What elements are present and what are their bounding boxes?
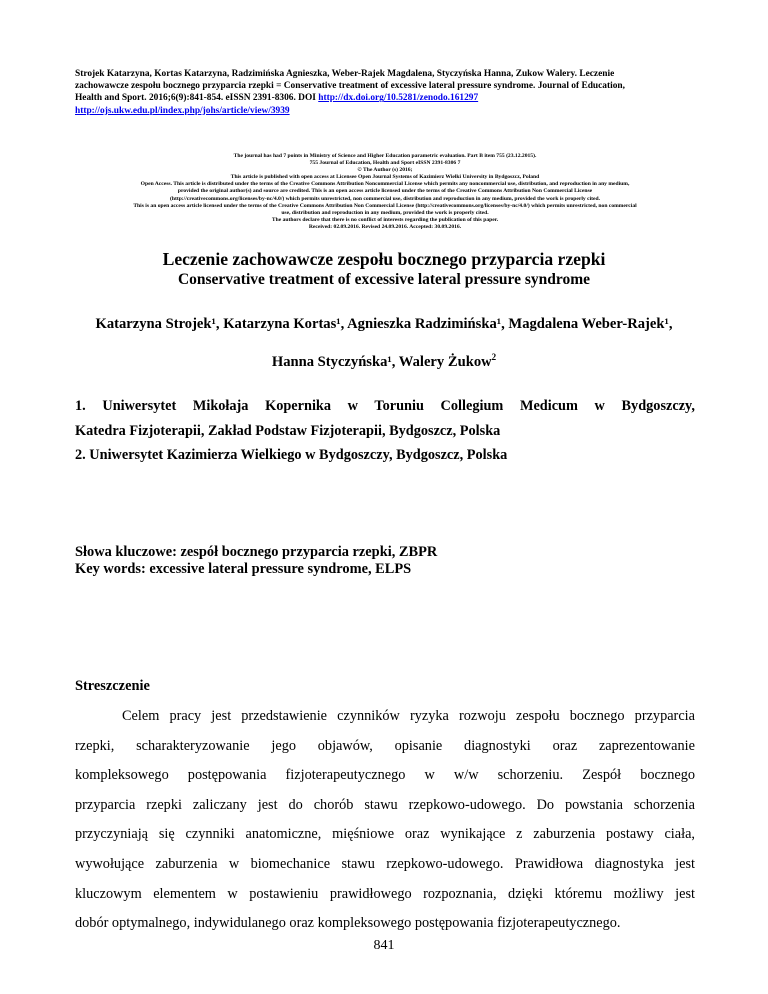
abstract-line: rzepki, scharakteryzowanie jego objawów, opisanie diagnostyki oraz zaprezentowanie: [75, 737, 695, 754]
license-notice: [40, 153, 730, 231]
affiliation-1: 1. Uniwersytet Mikołaja Kopernika w Toruniu Collegium Medicum w Bydgoszczy,: [75, 398, 695, 414]
notice-line: The journal has had 7 points in Ministry of Science and Higher Education parametric evaluation. Part B item 755 (23.12.2015).: [233, 153, 537, 159]
keywords-block: [75, 544, 695, 578]
authors-line: [0, 341, 768, 379]
citation-block: [75, 68, 695, 117]
abstract-line: kluczowym elementem w postawieniu prawidłowego rozpoznania, dzięki któremu możliwy jest: [75, 885, 695, 902]
abstract-line: przyparcia rzepki zaliczany jest do chorób stawu rzepkowo-udowego. Do powstania schorzenia: [75, 796, 695, 813]
citation-text: Health and Sport. 2016;6(9):841-854. eISSN 2391-8306. DOI: [75, 93, 319, 104]
notice-line: This article is published with open access at Licensee Open Journal Systems of Kazimierz Wielki University in Bydgoszcz, Poland: [230, 174, 540, 181]
citation-line: [75, 92, 695, 104]
abstract-line: wywołujące zaburzenia w biomechanice stawu rzepkowo-udowego. Prawidłowa diagnostyka jest: [75, 855, 695, 872]
affiliation-2: 2. Uniwersytet Kazimierza Wielkiego w Bydgoszczy, Bydgoszcz, Polska: [75, 447, 508, 463]
authors-block: [0, 308, 768, 379]
notice-line: © The Author (s) 2016;: [357, 167, 413, 174]
notice-line: 755 Journal of Education, Health and Sport eISSN 2391-8306 7: [309, 160, 461, 167]
journal-link[interactable]: http://ojs.ukw.edu.pl/index.php/johs/article/view/3939: [75, 105, 290, 116]
affiliation-marker: 2: [491, 352, 497, 362]
title-english: Conservative treatment of excessive lateral pressure syndrome: [177, 271, 591, 288]
abstract-line: przyczyniają się czynniki anatomiczne, mięśniowe oraz wynikające z zaburzenia postawy ciała,: [75, 826, 695, 843]
citation-line: zachowawcze zespołu bocznego przyparcia rzepki = Conservative treatment of excessive lateral pressure syndrome. Journal of Education,: [75, 81, 625, 92]
notice-line: Received: 02.09.2016. Revised 24.09.2016. Accepted: 30.09.2016.: [308, 223, 462, 230]
abstract-line: kompleksowego postępowania fizjoterapeutycznego w w/w schorzeniu. Zespół bocznego: [75, 767, 695, 784]
citation-line: Strojek Katarzyna, Kortas Katarzyna, Radzimińska Agnieszka, Weber-Rajek Magdalena, Styczyńska Hanna, Zukow Walery. Leczenie: [75, 69, 615, 79]
keywords-polish: Słowa kluczowe: zespół bocznego przyparcia rzepki, ZBPR: [75, 544, 438, 560]
abstract-line: Celem pracy jest przedstawienie czynników ryzyka rozwoju zespołu bocznego przyparcia: [122, 708, 695, 724]
notice-line: provided the original author(s) and source are credited. This is an open access article licensed under the terms of the Creative Commons Attribution Non Commercial License: [177, 188, 593, 195]
abstract-text: [75, 702, 695, 939]
notice-line: use, distribution and reproduction in any medium, provided the work is properly cited.: [281, 209, 489, 216]
authors-line: Katarzyna Strojek¹, Katarzyna Kortas¹, Agnieszka Radzimińska¹, Magdalena Weber-Rajek¹,: [95, 316, 673, 332]
notice-line: This is an open access article licensed under the terms of the Creative Commons Attribution Non Commercial License (http://creativecommons.org/licenses/by-nc/4.0/) which permits unrestricted, non commercial: [133, 202, 637, 209]
notice-line: (http://creativecommons.org/licenses/by-nc/4.0/) which permits unrestricted, non commercial use, distribution and reproduction in any medium, provided the work is properly cited.: [170, 195, 600, 202]
authors-text: Hanna Styczyńska¹, Walery Żukow: [271, 354, 492, 370]
citation-line: [75, 105, 695, 117]
doi-link[interactable]: http://dx.doi.org/10.5281/zenodo.161297: [318, 93, 479, 104]
notice-line: The authors declare that there is no conflict of interests regarding the publication of this paper.: [271, 216, 499, 223]
abstract-line: dobór optymalnego, indywidulanego oraz kompleksowego postępowania fizjoterapeutycznego.: [75, 915, 621, 932]
abstract-heading: Streszczenie: [75, 678, 150, 694]
title-polish: Leczenie zachowawcze zespołu bocznego przyparcia rzepki: [162, 249, 606, 269]
affiliation-1-continued: Katedra Fizjoterapii, Zakład Podstaw Fizjoterapii, Bydgoszcz, Polska: [75, 423, 501, 439]
notice-line: Open Access. This article is distributed under the terms of the Creative Commons Attribution Noncommercial License which permits any noncommercial use, distribution, and reproduction in any medium,: [140, 181, 630, 188]
keywords-english: Key words: excessive lateral pressure syndrome, ELPS: [75, 561, 412, 577]
page-number: 841: [373, 938, 395, 953]
